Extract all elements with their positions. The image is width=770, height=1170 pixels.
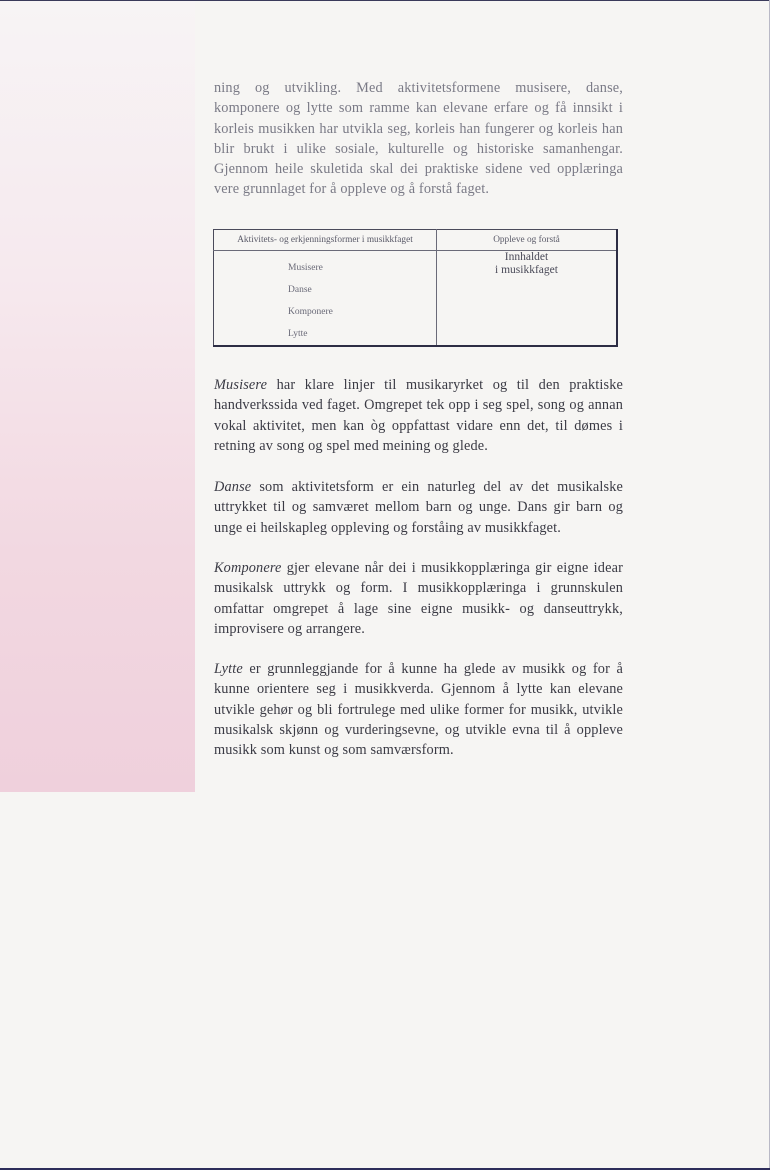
content-line-1: Innhaldet	[504, 251, 549, 263]
musisere-lead: Musisere	[214, 377, 268, 393]
komponere-lead: Komponere	[214, 560, 282, 576]
content-cell	[437, 251, 618, 347]
musisere-text: har klare linjer til musikaryrket og til den praktiske handverkssida ved faget. Omgrepet tek opp i seg spel, song og annan vokal aktivitet, men kan òg oppfattast vidare enn det, til dømes i retning av song og spel med meining og glede.	[214, 377, 623, 454]
komponere-section	[214, 558, 623, 659]
activity-danse: Danse	[288, 285, 312, 295]
danse-text: som aktivitetsform er ein naturleg del av det musikalske uttrykket til og samværet mellom barn og unge. Dans gir barn og unge ei heilskapleg oppleving og forståing av musikkfaget.	[214, 479, 623, 536]
activities-list	[214, 251, 436, 345]
intro-text: ning og utvikling. Med aktivitetsformene musisere, danse, komponere og lytte som ramme kan elevane erfare og få innsikt i korleis musikken har utvikla seg, korleis han fungerer og korleis han blir brukt i ulike sosiale, kulturelle og historiske samanhengar. Gjennom heile skuletida skal dei praktiske sidene ved opplæringa vere grunnlaget for å oppleve og å forstå faget.	[214, 80, 623, 198]
danse-paragraph	[214, 477, 623, 538]
side-decoration-band	[0, 0, 195, 792]
lytte-lead: Lytte	[214, 661, 243, 677]
danse-lead: Danse	[214, 479, 252, 495]
table-header-left: Aktivitets- og erkjenningsformer i musikkfaget	[214, 230, 437, 251]
activity-lytte: Lytte	[288, 329, 308, 339]
top-rule	[0, 0, 770, 1]
activity-komponere: Komponere	[288, 307, 333, 317]
komponere-text: gjer elevane når dei i musikkopplæringa gir eigne idear musikalsk uttrykk og form. I musikkopplæringa i grunnskulen omfattar omgrepet å lage sine eigne musikk- og danseuttrykk, improvisere og arrangere.	[214, 560, 623, 637]
lytte-paragraph	[214, 659, 623, 760]
musisere-section	[214, 375, 623, 476]
danse-section	[214, 477, 623, 558]
table-header-right: Oppleve og forstå	[437, 230, 618, 251]
komponere-paragraph	[214, 558, 623, 639]
activities-table	[213, 229, 618, 347]
lytte-section	[214, 659, 623, 780]
intro-paragraph	[214, 78, 623, 220]
content-line-2: i musikkfaget	[495, 264, 558, 276]
musisere-paragraph	[214, 375, 623, 456]
lytte-text: er grunnleggjande for å kunne ha glede av musikk og for å kunne orientere seg i musikkverda. Gjennom å lytte kan elevane utvikle gehør og bli fortrulege med ulike former for musikk, utvikle musikalsk skjønn og vurderingsevne, og utvikle evna til å oppleve musikk som kunst og som samværsform.	[214, 661, 623, 759]
activity-musisere: Musisere	[288, 263, 323, 273]
activities-cell	[214, 251, 437, 347]
